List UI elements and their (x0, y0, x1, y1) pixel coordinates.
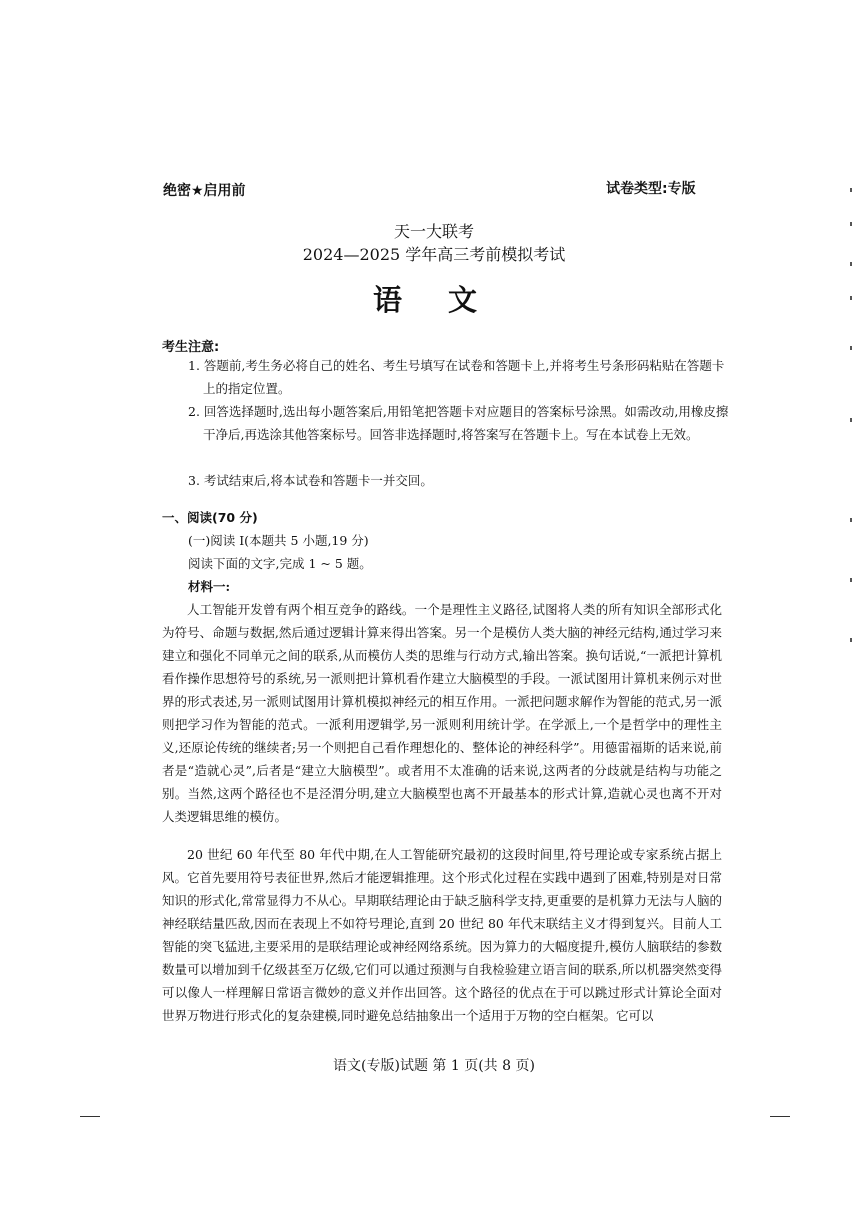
scan-mark (850, 346, 852, 350)
fold-mark (80, 1116, 100, 1117)
scan-mark (850, 638, 852, 642)
notice-item: 3. 考试结束后,将本试卷和答题卡一并交回。 (188, 473, 433, 488)
material-paragraph: 人工智能开发曾有两个相互竞争的路线。一个是理性主义路径,试图将人类的所有知识全部形式化为符号、命题与数据,然后通过逻辑计算来得出答案。另一个是模仿人类大脑的神经元结构,通过学习来建立和强化不同单元之间的联系,从而模仿人类的思维与行动方式,输出答案。换句话说,“一派把计算机看作操作思想符号的系统,另一派则把计算机看作建立大脑模型的手段。一派试图用计算机来例示对世界的形式表述,另一派则试图用计算机模拟神经元的相互作用。一派把问题求解作为智能的范式,另一派则把学习作为智能的范式。一派利用逻辑学,另一派则利用统计学。在学派上,一个是哲学中的理性主义,还原论传统的继续者;另一个则把自己看作理想化的、整体论的神经科学”。用德雷福斯的话来说,前者是“造就心灵”,后者是“建立大脑模型”。或者用不太准确的话来说,这两者的分歧就是结构与功能之别。当然,这两个路径也不是泾渭分明,建立大脑模型也离不开最基本的形式计算,造就心灵也离不开对人类逻辑思维的模仿。 (162, 602, 722, 824)
fold-mark (770, 1116, 790, 1117)
section-title: 一、阅读(70 分) (162, 510, 258, 525)
paper-type-label: 试卷类型:专版 (606, 181, 696, 197)
scan-mark (850, 578, 852, 582)
exam-organizer: 天一大联考 (393, 222, 474, 241)
scan-mark (850, 188, 852, 192)
material-paragraph: 20 世纪 60 年代至 80 年代中期,在人工智能研究最初的这段时间里,符号理论或专家系统占据上风。它首先要用符号表征世界,然后才能逻辑推理。这个形式化过程在实践中遇到了困难,特别是对日常知识的形式化,常常显得力不从心。早期联结理论由于缺乏脑科学支持,更重要的是机算力无法与人脑的神经联结量匹敌,因而在表现上不如符号理论,直到 20 世纪 80 年代末联结主义才得到复兴。目前人工智能的突飞猛进,主要采用的是联结理论或神经网络系统。因为算力的大幅度提升,模仿人脑联结的参数数量可以增加到千亿级甚至万亿级,它们可以通过预测与自我检验建立语言间的联系,所以机器突然变得可以像人一样理解日常语言微妙的意义并作出回答。这个路径的优点在于可以跳过形式计算论全面对世界万物进行形式化的复杂建模,同时避免总结抽象出一个适用于万物的空白框架。它可以 (162, 847, 722, 1023)
subject-title: 语 文 (372, 283, 496, 317)
notice-title: 考生注意: (162, 340, 220, 355)
material-label: 材料一: (188, 579, 231, 594)
instruction: 阅读下面的文字,完成 1 ~ 5 题。 (188, 556, 372, 571)
page-footer: 语文(专版)试题 第 1 页(共 8 页) (333, 1058, 535, 1074)
scan-mark (850, 518, 852, 522)
notice-item: 1. 答题前,考生务必将自己的姓名、考生号填写在试卷和答题卡上,并将考生号条形码粘贴在答题卡上的指定位置。 (188, 358, 725, 396)
notice-item: 2. 回答选择题时,选出每小题答案后,用铅笔把答题卡对应题目的答案标号涂黑。如需改动,用橡皮擦干净后,再选涂其他答案标号。回答非选择题时,将答案写在答题卡上。写在本试卷上无效。 (188, 404, 729, 442)
confidential-label: 绝密★启用前 (163, 183, 246, 199)
scan-mark (850, 418, 852, 422)
exam-name: 2024—2025 学年高三考前模拟考试 (302, 245, 566, 264)
subsection-title: (一)阅读 Ⅰ(本题共 5 小题,19 分) (188, 533, 369, 548)
